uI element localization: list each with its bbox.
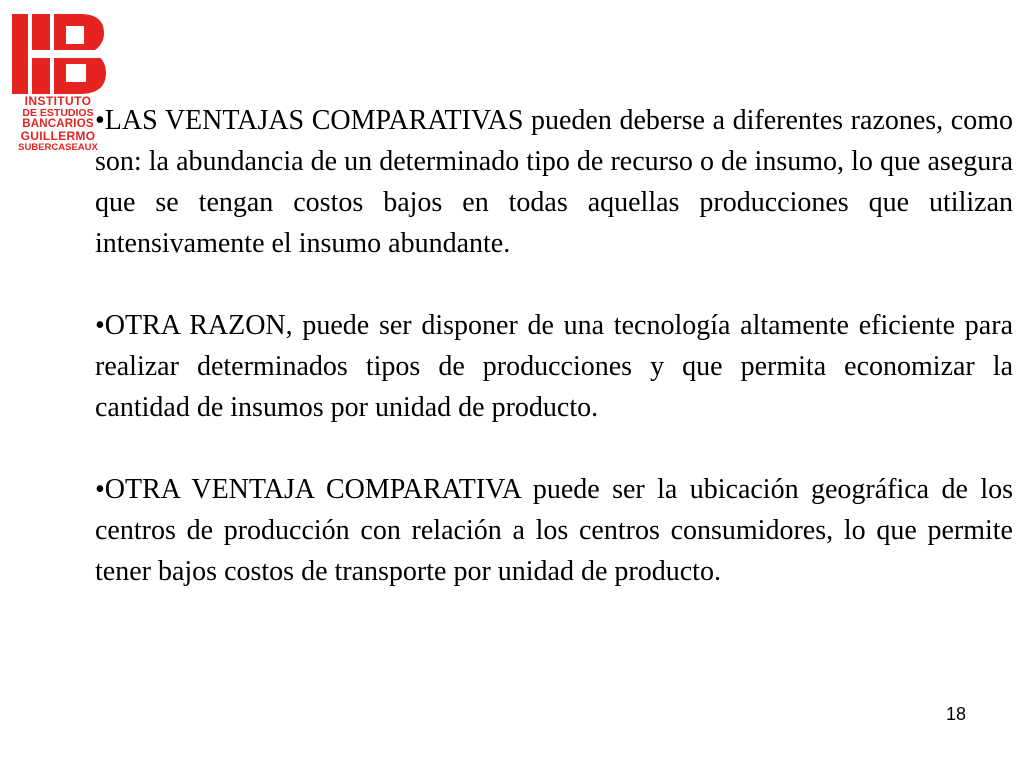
logo-line-1: INSTITUTO (24, 94, 92, 108)
logo-text (8, 96, 108, 154)
iebgs-logo-icon (10, 12, 106, 96)
logo-line-2: DE ESTUDIOS (22, 106, 94, 119)
logo-line-3: BANCARIOS (22, 118, 94, 130)
page-number: 18 (945, 704, 966, 724)
bullet-paragraph-1: •LAS VENTAJAS COMPARATIVAS pueden deberse a diferentes razones, como son: la abundancia de un determinado tipo de recurso o de insumo, lo que asegura que se tengan costos bajos en todas aquellas producciones que utilizan intensivamente el insumo abundante. (95, 105, 1013, 259)
logo-line-4: GUILLERMO (20, 128, 96, 143)
logo-line-5: SUBERCASEAUX (18, 142, 98, 153)
institute-logo (8, 10, 108, 160)
bullet-paragraph-3: •OTRA VENTAJA COMPARATIVA puede ser la ubicación geográfica de los centros de producción con relación a los centros consumidores, lo que permite tener bajos costos de transporte por unidad de producto. (95, 474, 1013, 587)
bullet-paragraph-2: •OTRA RAZON, puede ser disponer de una tecnología altamente eficiente para realizar determinados tipos de producciones y que permita economizar la cantidad de insumos por unidad de producto. (95, 310, 1013, 423)
slide-body (95, 100, 1013, 592)
